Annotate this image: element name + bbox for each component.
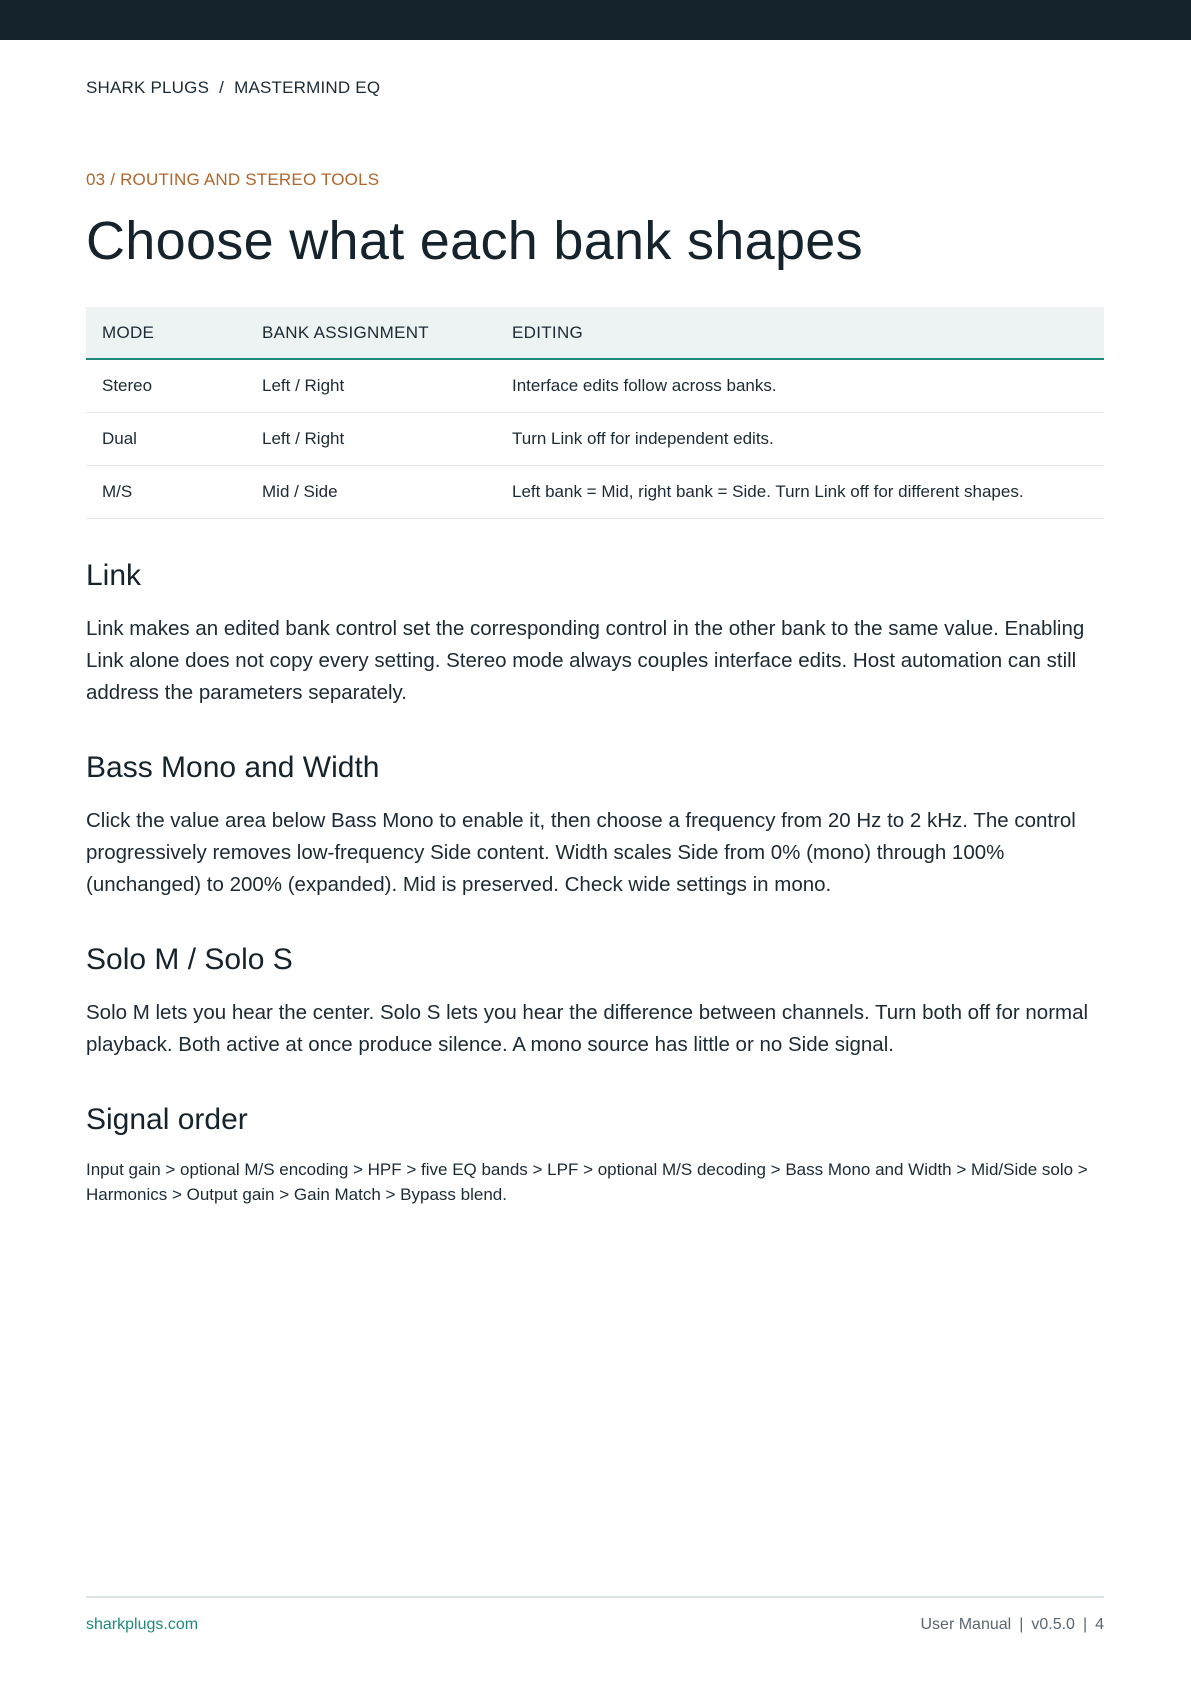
table-row: [86, 413, 1104, 466]
cell-editing: Interface edits follow across banks.: [496, 359, 1104, 413]
mode-table: [86, 307, 1104, 519]
cell-editing: Left bank = Mid, right bank = Side. Turn Link off for different shapes.: [496, 466, 1104, 519]
header-mode: MODE: [86, 307, 246, 359]
table-header-row: [86, 307, 1104, 359]
cell-editing: Turn Link off for independent edits.: [496, 413, 1104, 466]
breadcrumb: [86, 78, 1104, 98]
footer-site-link[interactable]: sharkplugs.com: [86, 1616, 199, 1633]
cell-mode: M/S: [86, 466, 246, 519]
footer-separator: |: [1082, 1616, 1088, 1633]
footer-version: v0.5.0: [1031, 1616, 1075, 1633]
solo-heading: Solo M / Solo S: [86, 943, 293, 977]
breadcrumb-brand: SHARK PLUGS: [86, 78, 210, 97]
link-body: Link makes an edited bank control set the corresponding control in the other bank to the same value. Enabling Link alone does not copy every setting. Stereo mode always couples interface edits. Host automation can still address the parameters separately.: [86, 617, 1085, 705]
table-row: [86, 466, 1104, 519]
cell-bank-assignment: Left / Right: [246, 359, 496, 413]
section-label: 03 / ROUTING AND STEREO TOOLS: [86, 170, 380, 189]
cell-bank-assignment: Left / Right: [246, 413, 496, 466]
bass-mono-heading: Bass Mono and Width: [86, 751, 380, 785]
breadcrumb-product: MASTERMIND EQ: [234, 78, 381, 97]
page-title: Choose what each bank shapes: [86, 211, 863, 271]
footer-separator: |: [1019, 1616, 1024, 1633]
bass-mono-body: Click the value area below Bass Mono to enable it, then choose a frequency from 20 Hz to 2 kHz. The control progressively removes low-frequency Side content. Width scales Side from 0% (mono) through 100% (unchanged) to 200% (expanded). Mid is preserved. Check wide settings in mono.: [86, 809, 1076, 897]
cell-bank-assignment: Mid / Side: [246, 466, 496, 519]
footer: [86, 1596, 1104, 1634]
solo-body: Solo M lets you hear the center. Solo S lets you hear the difference between channels. Turn both off for normal playback. Both active at once produce silence. A mono source has little or no Side signal.: [86, 1001, 1089, 1057]
breadcrumb-separator: /: [219, 78, 225, 97]
top-bar: [0, 0, 1191, 40]
table-row: [86, 359, 1104, 413]
header-editing: EDITING: [496, 307, 1104, 359]
footer-meta: [920, 1616, 1104, 1634]
page-content: [86, 40, 1104, 1207]
link-heading: Link: [86, 559, 142, 593]
cell-mode: Dual: [86, 413, 246, 466]
footer-doc-name: User Manual: [920, 1616, 1012, 1633]
signal-order-heading: Signal order: [86, 1103, 248, 1137]
signal-order-body: Input gain > optional M/S encoding > HPF > five EQ bands > LPF > optional M/S decoding > Bass Mono and Width > Mid/Side solo > Harmonics > Output gain > Gain Match > Bypass blend.: [86, 1160, 1088, 1205]
header-bank-assignment: BANK ASSIGNMENT: [246, 307, 496, 359]
cell-mode: Stereo: [86, 359, 246, 413]
footer-page-number: 4: [1095, 1616, 1104, 1633]
